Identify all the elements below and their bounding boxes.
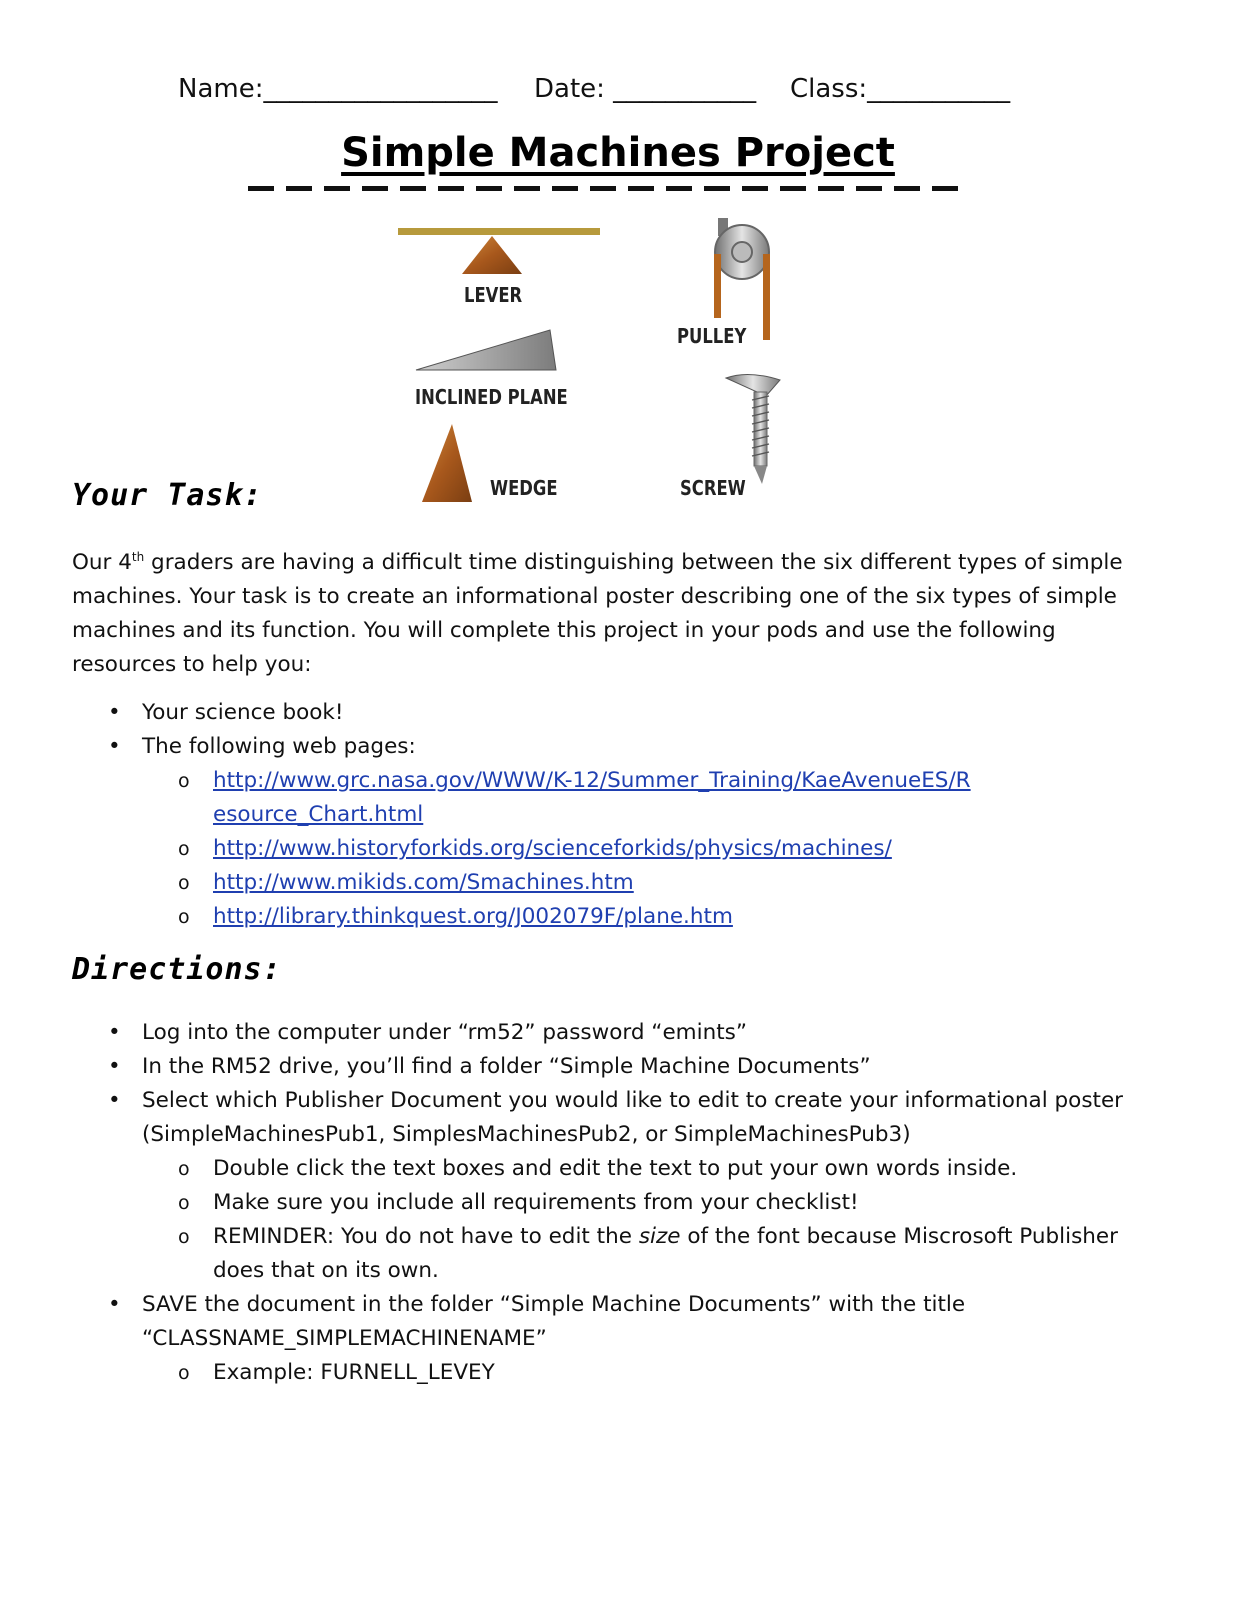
task-para-sup: th <box>131 550 145 564</box>
date-field <box>534 74 756 104</box>
wedge-icon <box>422 424 472 502</box>
list-item: o Example: FURNELL_LEVEY <box>72 1356 1152 1390</box>
resource-link-thinkquest[interactable]: http://library.thinkquest.org/J002079F/plane.htm <box>213 904 733 929</box>
screw-label: SCREW <box>680 476 746 500</box>
list-item: • Select which Publisher Document you would like to edit to create your informational poster (SimpleMachinesPub1, SimplesMachinesPub2, or SimpleMachinesPub3) <box>72 1084 1152 1152</box>
pulley-label: PULLEY <box>677 324 747 348</box>
resource-link-mikids[interactable]: http://www.mikids.com/Smachines.htm <box>213 870 634 895</box>
class-label: Class: <box>790 74 868 104</box>
date-blank: ___________ <box>613 74 757 104</box>
list-item <box>72 866 1152 900</box>
class-blank: ___________ <box>867 74 1011 104</box>
inclined-plane-label: INCLINED PLANE <box>415 385 568 409</box>
list-item <box>72 764 1152 832</box>
list-item: o Make sure you include all requirements from your checklist! <box>72 1186 1152 1220</box>
task-heading: Your Task: <box>72 478 263 513</box>
list-item: o Double click the text boxes and edit the text to put your own words inside. <box>72 1152 1152 1186</box>
machines-drawing <box>390 218 810 518</box>
list-item: • In the RM52 drive, you’ll find a folder “Simple Machine Documents” <box>72 1050 1152 1084</box>
wedge-label: WEDGE <box>490 476 558 500</box>
directions-heading: Directions: <box>72 952 282 987</box>
class-field <box>790 74 1010 104</box>
lever-icon <box>398 228 600 274</box>
reminder-start: REMINDER: You do not have to edit the <box>213 1224 639 1249</box>
title-dash-divider <box>248 186 960 191</box>
list-item <box>72 832 1152 866</box>
name-field <box>178 74 497 104</box>
list-item: • SAVE the document in the folder “Simple Machine Documents” with the title “CLASSNAME_SIMPLEMACHINENAME” <box>72 1288 1152 1356</box>
list-item: • Your science book! <box>72 696 1152 730</box>
task-para-start: Our 4 <box>72 550 132 576</box>
reminder-emphasis: size <box>638 1224 681 1249</box>
simple-machines-illustration <box>390 218 810 518</box>
list-item <box>72 900 1152 934</box>
screw-icon <box>726 374 780 484</box>
list-item <box>72 1220 1152 1288</box>
resource-link-historyforkids[interactable]: http://www.historyforkids.org/scienceforkids/physics/machines/ <box>213 836 892 861</box>
date-label: Date: <box>534 74 605 104</box>
directions-list <box>72 1016 1152 1390</box>
resource-list <box>72 696 1152 934</box>
task-para-rest: graders are having a difficult time distinguishing between the six different types of simple machines. Your task is to create an informational poster describing one of the six types of simple machines and its function. You will complete this project in your pods and use the following resources to help you: <box>72 550 1123 678</box>
name-blank: __________________ <box>263 74 498 104</box>
task-paragraph <box>72 540 1132 682</box>
name-label: Name: <box>178 74 264 104</box>
page-title: Simple Machines Project <box>341 130 895 176</box>
pulley-icon <box>714 218 770 340</box>
resource-link-nasa[interactable]: http://www.grc.nasa.gov/WWW/K-12/Summer_Training/KaeAvenueES/Resource_Chart.html <box>213 768 971 827</box>
list-item: • The following web pages: <box>72 730 1152 764</box>
inclined-plane-icon <box>416 330 556 370</box>
lever-label: LEVER <box>464 283 523 307</box>
reminder-end: of the font because Miscrosoft Publisher does that on its own. <box>213 1224 1118 1283</box>
list-item: • Log into the computer under “rm52” password “emints” <box>72 1016 1152 1050</box>
